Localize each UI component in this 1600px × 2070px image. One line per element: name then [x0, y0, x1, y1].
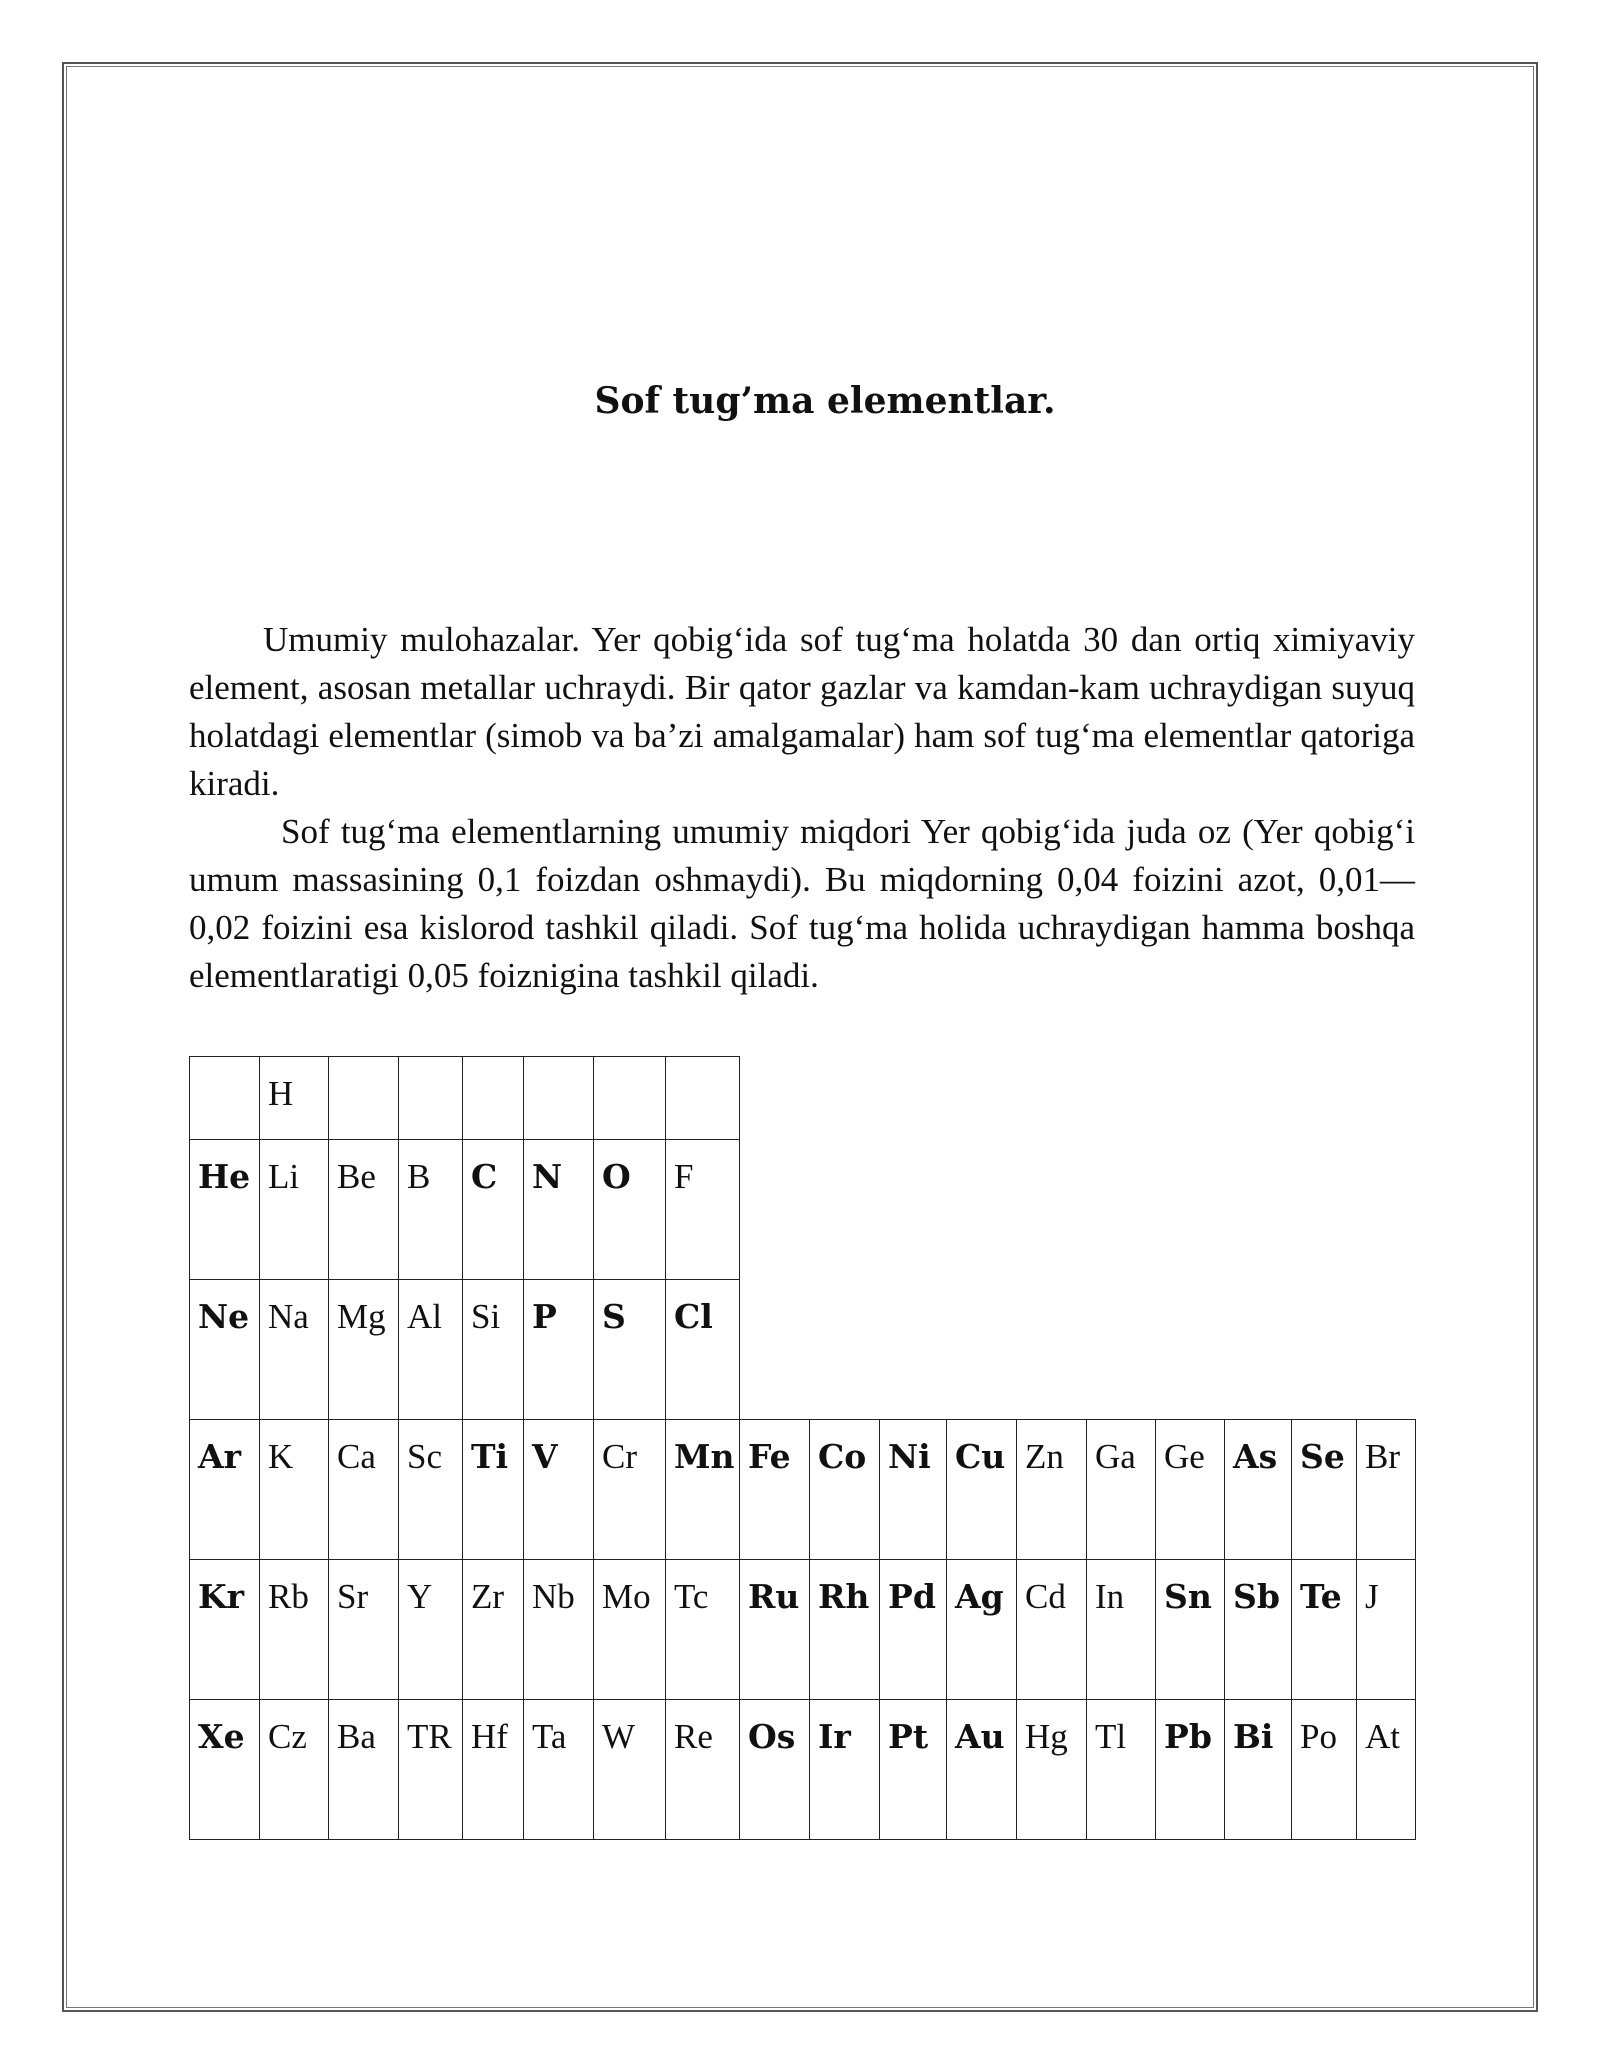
- table-row: [190, 1057, 1416, 1140]
- element-cell: Ne: [190, 1280, 260, 1420]
- element-cell: Se: [1292, 1420, 1357, 1560]
- element-cell: Ru: [740, 1560, 810, 1700]
- body-text: [189, 616, 1415, 1000]
- table-row: [190, 1420, 1416, 1560]
- element-cell: Nb: [524, 1560, 594, 1700]
- element-cell: Li: [260, 1140, 329, 1280]
- element-cell: Re: [666, 1700, 740, 1840]
- blank-space: [810, 1140, 880, 1280]
- element-cell: Ca: [329, 1420, 399, 1560]
- blank-space: [1087, 1280, 1156, 1420]
- blank-space: [1357, 1140, 1416, 1280]
- element-cell: [463, 1057, 524, 1140]
- table-row: [190, 1280, 1416, 1420]
- element-cell: Ge: [1156, 1420, 1225, 1560]
- element-cell: Ti: [463, 1420, 524, 1560]
- element-cell: Na: [260, 1280, 329, 1420]
- blank-space: [1017, 1280, 1087, 1420]
- element-cell: N: [524, 1140, 594, 1280]
- blank-space: [947, 1057, 1017, 1140]
- element-cell: W: [594, 1700, 666, 1840]
- blank-space: [880, 1140, 947, 1280]
- element-cell: Te: [1292, 1560, 1357, 1700]
- element-cell: Br: [1357, 1420, 1416, 1560]
- element-cell: V: [524, 1420, 594, 1560]
- element-cell: Ga: [1087, 1420, 1156, 1560]
- element-cell: Al: [399, 1280, 463, 1420]
- element-cell: [666, 1057, 740, 1140]
- blank-space: [1156, 1057, 1225, 1140]
- blank-space: [1087, 1140, 1156, 1280]
- element-cell: Ba: [329, 1700, 399, 1840]
- element-cell: [399, 1057, 463, 1140]
- blank-space: [1357, 1280, 1416, 1420]
- element-cell: Sn: [1156, 1560, 1225, 1700]
- paragraph-general-remarks: Umumiy mulohazalar. Yer qobig‘ida sof tug‘ma holatda 30 dan ortiq ximiyaviy element, asosan metallar uchraydi. Bir qator gazlar va kamdan-kam uchraydigan suyuq holatdagi elementlar (simob va ba’zi amalgamalar) ham sof tug‘ma elementlar qatoriga kiradi.: [189, 620, 1415, 803]
- blank-space: [1156, 1280, 1225, 1420]
- element-cell: Mn: [666, 1420, 740, 1560]
- element-cell: Rb: [260, 1560, 329, 1700]
- element-cell: Kr: [190, 1560, 260, 1700]
- element-cell: [329, 1057, 399, 1140]
- element-cell: Sc: [399, 1420, 463, 1560]
- element-cell: Si: [463, 1280, 524, 1420]
- element-cell: P: [524, 1280, 594, 1420]
- element-cell: [524, 1057, 594, 1140]
- blank-space: [1292, 1140, 1357, 1280]
- element-cell: Au: [947, 1700, 1017, 1840]
- blank-space: [1225, 1140, 1292, 1280]
- element-cell: Cr: [594, 1420, 666, 1560]
- element-cell: Pd: [880, 1560, 947, 1700]
- blank-space: [880, 1280, 947, 1420]
- blank-space: [880, 1057, 947, 1140]
- element-cell: Po: [1292, 1700, 1357, 1840]
- element-cell: O: [594, 1140, 666, 1280]
- blank-space: [810, 1057, 880, 1140]
- element-cell: Mo: [594, 1560, 666, 1700]
- element-cell: Ir: [810, 1700, 880, 1840]
- element-cell: Tc: [666, 1560, 740, 1700]
- blank-space: [1017, 1140, 1087, 1280]
- table-row: [190, 1560, 1416, 1700]
- table-row: [190, 1140, 1416, 1280]
- element-cell: Mg: [329, 1280, 399, 1420]
- blank-space: [740, 1140, 810, 1280]
- element-cell: [594, 1057, 666, 1140]
- blank-space: [1087, 1057, 1156, 1140]
- element-cell: Sr: [329, 1560, 399, 1700]
- element-cell: At: [1357, 1700, 1416, 1840]
- element-cell: Co: [810, 1420, 880, 1560]
- element-cell: Xe: [190, 1700, 260, 1840]
- element-cell: C: [463, 1140, 524, 1280]
- blank-space: [740, 1057, 810, 1140]
- blank-space: [1292, 1280, 1357, 1420]
- blank-space: [810, 1280, 880, 1420]
- blank-space: [740, 1280, 810, 1420]
- element-cell: [190, 1057, 260, 1140]
- element-cell: Zn: [1017, 1420, 1087, 1560]
- element-cell: J: [1357, 1560, 1416, 1700]
- blank-space: [1225, 1280, 1292, 1420]
- element-cell: Ni: [880, 1420, 947, 1560]
- element-cell: S: [594, 1280, 666, 1420]
- blank-space: [1017, 1057, 1087, 1140]
- element-cell: TR: [399, 1700, 463, 1840]
- element-cell: Bi: [1225, 1700, 1292, 1840]
- element-cell: Ag: [947, 1560, 1017, 1700]
- element-cell: Hg: [1017, 1700, 1087, 1840]
- element-cell: Ta: [524, 1700, 594, 1840]
- element-cell: Cl: [666, 1280, 740, 1420]
- element-cell: H: [260, 1057, 329, 1140]
- blank-space: [1225, 1057, 1292, 1140]
- element-cell: B: [399, 1140, 463, 1280]
- element-cell: Cd: [1017, 1560, 1087, 1700]
- blank-space: [947, 1280, 1017, 1420]
- element-cell: Pb: [1156, 1700, 1225, 1840]
- element-cell: K: [260, 1420, 329, 1560]
- element-cell: Be: [329, 1140, 399, 1280]
- element-cell: Sb: [1225, 1560, 1292, 1700]
- paragraph-abundance: Sof tug‘ma elementlarning umumiy miqdori Yer qobig‘ida juda oz (Yer qobig‘i umum massasining 0,1 foizdan oshmaydi). Bu miqdorning 0,04 foizini azot, 0,01—0,02 foizini esa kislorod tashkil qiladi. Sof tug‘ma holida uchraydigan hamma boshqa elementlaratigi 0,05 foiznigina tashkil qiladi.: [189, 812, 1415, 995]
- element-cell: Y: [399, 1560, 463, 1700]
- element-cell: Cu: [947, 1420, 1017, 1560]
- element-cell: Zr: [463, 1560, 524, 1700]
- periodic-table: [189, 1056, 1416, 1840]
- blank-space: [1292, 1057, 1357, 1140]
- element-cell: Cz: [260, 1700, 329, 1840]
- table-row: [190, 1700, 1416, 1840]
- blank-space: [947, 1140, 1017, 1280]
- element-cell: F: [666, 1140, 740, 1280]
- element-cell: Hf: [463, 1700, 524, 1840]
- element-cell: As: [1225, 1420, 1292, 1560]
- element-cell: Tl: [1087, 1700, 1156, 1840]
- element-cell: Fe: [740, 1420, 810, 1560]
- element-cell: Rh: [810, 1560, 880, 1700]
- element-cell: Os: [740, 1700, 810, 1840]
- page-title: Sof tug’ma elementlar.: [594, 380, 1056, 422]
- blank-space: [1156, 1140, 1225, 1280]
- element-cell: He: [190, 1140, 260, 1280]
- element-cell: Pt: [880, 1700, 947, 1840]
- element-cell: In: [1087, 1560, 1156, 1700]
- blank-space: [1357, 1057, 1416, 1140]
- element-cell: Ar: [190, 1420, 260, 1560]
